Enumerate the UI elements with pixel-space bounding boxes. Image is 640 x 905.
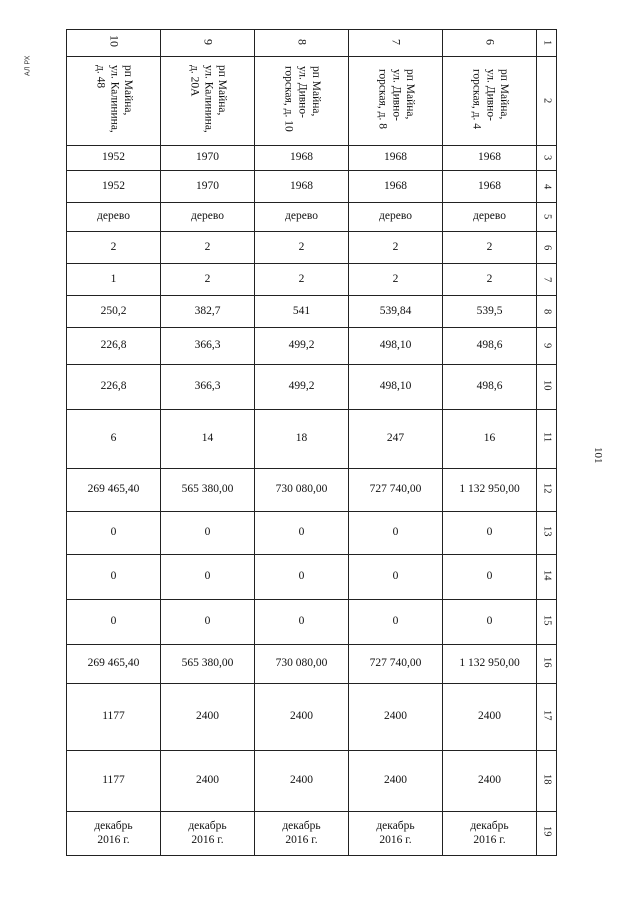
data-cell: 2400: [161, 751, 255, 812]
column-number: 7: [389, 39, 404, 46]
table-row: [67, 30, 557, 57]
column-number-cell: [161, 30, 255, 57]
address-line: д. 48: [94, 64, 107, 89]
data-cell: 539,84: [349, 296, 443, 328]
data-cell: 250,2: [67, 296, 161, 328]
table-row: [67, 684, 557, 751]
table-row: [67, 555, 557, 600]
data-cell: 2: [161, 264, 255, 296]
row-number: 8: [541, 308, 553, 314]
data-cell: 2: [255, 264, 349, 296]
table-row: [67, 232, 557, 264]
data-cell: 0: [161, 600, 255, 645]
data-cell: 0: [349, 555, 443, 600]
row-number-cell: [537, 751, 557, 812]
data-cell: 0: [67, 512, 161, 555]
data-cell: 0: [349, 512, 443, 555]
row-number: 3: [541, 155, 553, 161]
data-cell: 565 380,00: [161, 645, 255, 684]
data-cell: 2: [349, 232, 443, 264]
data-cell: 2400: [255, 751, 349, 812]
address-line: горская, д. 4: [470, 68, 483, 129]
data-cell: 2: [67, 232, 161, 264]
data-cell: 2400: [443, 684, 537, 751]
data-cell: дерево: [349, 203, 443, 232]
address-line: рп Майна,: [403, 68, 416, 120]
date-line: 2016 г.: [379, 833, 412, 846]
data-cell: 1177: [67, 684, 161, 751]
data-cell: дерево: [255, 203, 349, 232]
data-cell: дерево: [161, 203, 255, 232]
address-text: [93, 65, 134, 133]
date-line: 2016 г.: [97, 833, 130, 846]
data-cell: 0: [349, 600, 443, 645]
table-row: [67, 410, 557, 469]
row-number-cell: [537, 512, 557, 555]
column-number-cell: [255, 30, 349, 57]
data-cell: 2400: [349, 751, 443, 812]
address-line: ул. Дивно-: [484, 68, 497, 121]
data-cell: 498,10: [349, 365, 443, 410]
data-cell: 2: [443, 264, 537, 296]
column-number: 8: [295, 39, 310, 46]
table-row: [67, 469, 557, 512]
row-number: 17: [541, 709, 553, 721]
data-cell: 499,2: [255, 328, 349, 365]
data-cell: 366,3: [161, 365, 255, 410]
row-number-cell: [537, 410, 557, 469]
data-cell: 730 080,00: [255, 469, 349, 512]
date-line: декабрь: [188, 820, 227, 833]
row-number-cell: [537, 469, 557, 512]
data-cell: 16: [443, 410, 537, 469]
completion-date-cell: [161, 812, 255, 856]
data-cell: 247: [349, 410, 443, 469]
data-cell: 1968: [255, 171, 349, 203]
table-row: [67, 171, 557, 203]
row-number: 9: [541, 343, 553, 349]
table-row: [67, 645, 557, 684]
data-cell: 0: [255, 512, 349, 555]
data-cell: 382,7: [161, 296, 255, 328]
address-header-cell: [161, 57, 255, 146]
page-number: 101: [592, 446, 604, 464]
table-row: [67, 203, 557, 232]
data-cell: 1968: [349, 171, 443, 203]
date-line: 2016 г.: [473, 833, 506, 846]
data-cell: 499,2: [255, 365, 349, 410]
column-number: 6: [483, 39, 498, 46]
completion-date-cell: [349, 812, 443, 856]
data-cell: 1968: [349, 146, 443, 171]
data-cell: 498,10: [349, 328, 443, 365]
table-row: [67, 751, 557, 812]
address-line: горская, д. 8: [376, 68, 389, 129]
data-cell: 2400: [161, 684, 255, 751]
address-header-cell: [443, 57, 537, 146]
row-number: 6: [541, 244, 553, 250]
data-cell: 498,6: [443, 365, 537, 410]
row-number-cell: [537, 812, 557, 856]
address-text: [187, 65, 228, 133]
data-cell: 1968: [255, 146, 349, 171]
row-number-cell: [537, 171, 557, 203]
row-number: 12: [541, 482, 553, 494]
address-header-cell: [255, 57, 349, 146]
housing-registry-table: [66, 29, 557, 856]
row-number: 16: [541, 656, 553, 668]
row-number-cell: [537, 30, 557, 57]
table-row: [67, 600, 557, 645]
row-number-cell: [537, 264, 557, 296]
table-row: [67, 57, 557, 146]
data-cell: 1952: [67, 146, 161, 171]
row-number-cell: [537, 645, 557, 684]
row-number: 10: [541, 379, 553, 391]
address-header-cell: [67, 57, 161, 146]
address-line: горская, д. 10: [282, 66, 295, 132]
address-text: [375, 69, 416, 129]
address-line: рп Майна,: [309, 66, 322, 117]
row-number-cell: [537, 328, 557, 365]
row-number: 11: [541, 431, 553, 442]
data-cell: 1970: [161, 171, 255, 203]
table-row: [67, 812, 557, 856]
row-number: 14: [541, 569, 553, 581]
data-cell: 1952: [67, 171, 161, 203]
address-line: д. 20А: [188, 64, 201, 97]
row-number: 1: [541, 40, 553, 46]
row-number: 19: [541, 826, 553, 837]
completion-date-cell: [67, 812, 161, 856]
data-cell: 0: [443, 600, 537, 645]
address-text: [469, 69, 510, 129]
completion-date-cell: [255, 812, 349, 856]
data-cell: 2: [443, 232, 537, 264]
table-row: [67, 296, 557, 328]
row-number: 7: [541, 276, 553, 282]
row-number-cell: [537, 146, 557, 171]
data-cell: 0: [443, 555, 537, 600]
address-line: ул. Дивно-: [390, 68, 403, 121]
row-number: 18: [541, 773, 553, 785]
data-cell: 1970: [161, 146, 255, 171]
row-number-cell: [537, 57, 557, 146]
date-line: декабрь: [94, 820, 133, 833]
column-number-cell: [443, 30, 537, 57]
row-number-cell: [537, 684, 557, 751]
data-cell: 0: [67, 555, 161, 600]
address-line: ул. Калинина,: [108, 64, 121, 133]
data-cell: 727 740,00: [349, 469, 443, 512]
date-line: декабрь: [470, 820, 509, 833]
data-cell: 730 080,00: [255, 645, 349, 684]
table-row: [67, 365, 557, 410]
row-number: 5: [541, 214, 553, 220]
completion-date-cell: [443, 812, 537, 856]
table-row: [67, 512, 557, 555]
data-cell: 1: [67, 264, 161, 296]
data-cell: 539,5: [443, 296, 537, 328]
address-line: ул. Дивно-: [296, 66, 309, 118]
data-cell: 0: [161, 512, 255, 555]
data-cell: 366,3: [161, 328, 255, 365]
data-cell: 2: [161, 232, 255, 264]
date-line: 2016 г.: [191, 833, 224, 846]
data-cell: 0: [443, 512, 537, 555]
data-cell: 18: [255, 410, 349, 469]
data-cell: 269 465,40: [67, 469, 161, 512]
data-cell: 0: [161, 555, 255, 600]
data-cell: 565 380,00: [161, 469, 255, 512]
row-number-cell: [537, 232, 557, 264]
column-number-cell: [349, 30, 443, 57]
data-cell: 498,6: [443, 328, 537, 365]
column-number-cell: [67, 30, 161, 57]
data-cell: 269 465,40: [67, 645, 161, 684]
data-cell: дерево: [443, 203, 537, 232]
table-row: [67, 264, 557, 296]
data-cell: дерево: [67, 203, 161, 232]
address-line: рп Майна,: [121, 64, 134, 116]
data-cell: 1 132 950,00: [443, 469, 537, 512]
data-cell: 1 132 950,00: [443, 645, 537, 684]
address-line: ул. Калинина,: [202, 64, 215, 133]
data-cell: 1177: [67, 751, 161, 812]
address-line: рп Майна,: [497, 68, 510, 120]
date-line: 2016 г.: [285, 833, 318, 846]
data-cell: 2400: [255, 684, 349, 751]
row-number-cell: [537, 365, 557, 410]
row-number-cell: [537, 203, 557, 232]
address-line: рп Майна,: [215, 64, 228, 116]
table-row: [67, 328, 557, 365]
data-cell: 0: [255, 555, 349, 600]
row-number-cell: [537, 555, 557, 600]
data-cell: 226,8: [67, 365, 161, 410]
row-number: 13: [541, 525, 553, 537]
data-cell: 2400: [349, 684, 443, 751]
row-number: 2: [541, 98, 553, 104]
row-number: 4: [541, 183, 553, 189]
table-row: [67, 146, 557, 171]
address-text: [281, 66, 322, 132]
data-cell: 541: [255, 296, 349, 328]
data-cell: 6: [67, 410, 161, 469]
date-line: декабрь: [282, 820, 321, 833]
data-cell: 1968: [443, 146, 537, 171]
date-line: декабрь: [376, 820, 415, 833]
data-cell: 0: [255, 600, 349, 645]
column-number: 10: [107, 34, 122, 47]
row-number-cell: [537, 296, 557, 328]
data-cell: 1968: [443, 171, 537, 203]
margin-stamp: АЛ РХ: [24, 55, 32, 77]
address-header-cell: [349, 57, 443, 146]
data-cell: 2400: [443, 751, 537, 812]
column-number: 9: [201, 39, 216, 46]
data-cell: 2: [255, 232, 349, 264]
row-number-cell: [537, 600, 557, 645]
data-cell: 2: [349, 264, 443, 296]
data-cell: 226,8: [67, 328, 161, 365]
data-cell: 727 740,00: [349, 645, 443, 684]
data-cell: 14: [161, 410, 255, 469]
data-cell: 0: [67, 600, 161, 645]
row-number: 15: [541, 614, 553, 626]
